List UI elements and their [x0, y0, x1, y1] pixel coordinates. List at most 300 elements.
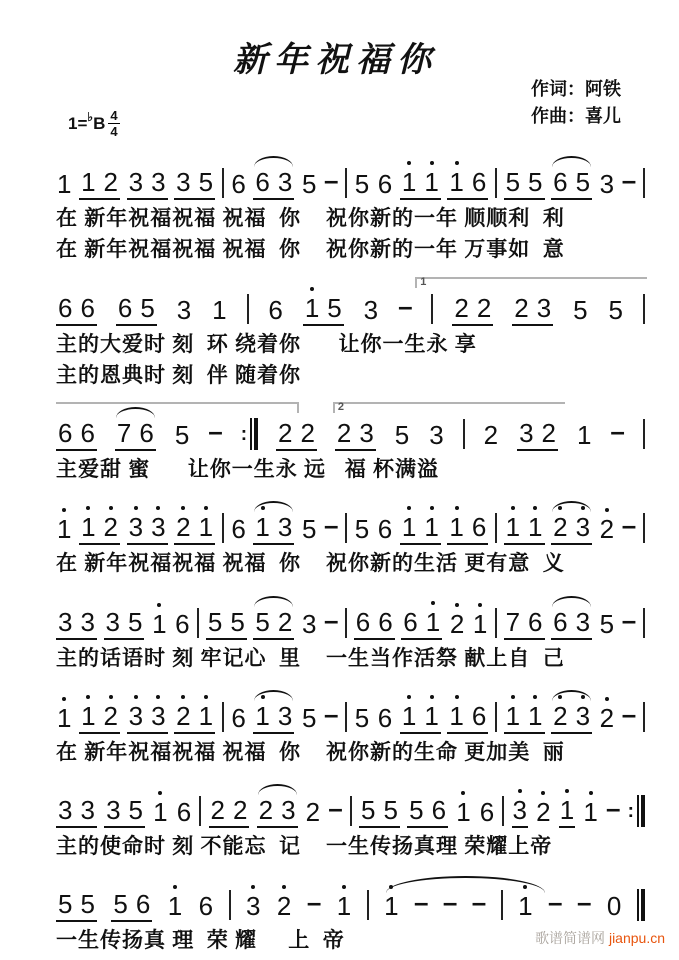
note: 3 [58, 795, 73, 825]
barline [345, 608, 347, 638]
octave-dot-icon [523, 885, 527, 889]
slur-arc [552, 596, 591, 607]
beam-group [303, 292, 344, 326]
note: 2 [476, 292, 492, 323]
note: 6 [553, 606, 568, 637]
note: 3 [80, 795, 95, 825]
octave-dot-icon [511, 695, 515, 699]
octave-dot-icon [455, 161, 459, 165]
note: 5 [394, 420, 410, 450]
note: 1 [212, 294, 227, 325]
system-5 [56, 594, 645, 671]
octave-dot-icon [389, 885, 393, 889]
beam-group [209, 797, 250, 828]
notation-systems [56, 154, 645, 954]
octave-dot-icon [62, 697, 66, 701]
beam-group [56, 606, 97, 640]
octave-dot-icon [86, 506, 90, 510]
barline [350, 796, 352, 826]
note: 5 [128, 795, 144, 825]
octave-dot-icon [455, 695, 459, 699]
note: 5 [113, 889, 128, 920]
note: 5 [230, 606, 245, 637]
beam-group [104, 606, 145, 640]
octave-dot-icon [605, 508, 609, 512]
lyrics-line: 在 新年祝福祝福 祝福 你 祝你新的一年 顺顺利 利 [56, 206, 565, 230]
note: 0 [606, 891, 622, 922]
note: 2 [454, 292, 469, 323]
note: 3 [277, 700, 293, 731]
note: 2 [103, 167, 119, 197]
note: 2 [277, 606, 293, 637]
barline [345, 702, 347, 732]
note: 5 [409, 795, 424, 825]
meter-denominator: 4 [110, 124, 118, 139]
beam-group [111, 891, 152, 922]
note: 1 [559, 797, 575, 828]
note: 1 [528, 514, 542, 540]
note: 6 [255, 167, 270, 197]
note: 1 [336, 893, 352, 922]
note: 3 [129, 514, 143, 540]
note: 6 [198, 891, 214, 922]
beam-group [504, 606, 545, 640]
note: 1 [402, 514, 416, 540]
beam-group [174, 514, 215, 545]
repeat-end-barline [241, 418, 258, 450]
beam-group [253, 514, 294, 545]
octave-dot-icon [251, 885, 255, 889]
note: 1 [424, 703, 438, 729]
octave-dot-icon [86, 695, 90, 699]
octave-dot-icon [407, 695, 411, 699]
octave-dot-icon [261, 506, 265, 510]
note: 1 [383, 893, 399, 922]
system-7 [56, 782, 645, 859]
note: 5 [301, 702, 317, 733]
note: 3 [176, 167, 191, 197]
beam-group [354, 606, 395, 640]
barline [643, 419, 645, 449]
note: 3 [281, 795, 296, 825]
notes-row [56, 275, 645, 326]
note: 2 [176, 514, 190, 540]
beam-group [115, 420, 156, 451]
barline [502, 796, 504, 826]
flat-icon: ♭ [87, 109, 94, 124]
note: 1 [506, 703, 520, 729]
note: 5 [361, 795, 376, 825]
duration-dash: – [208, 416, 223, 446]
octave-dot-icon [173, 885, 177, 889]
octave-dot-icon [62, 508, 66, 512]
octave-dot-icon [533, 695, 537, 699]
beam-group [504, 169, 545, 200]
octave-dot-icon [310, 287, 314, 291]
barline [222, 702, 224, 732]
note: 2 [210, 795, 225, 825]
repeat-end-barline [628, 795, 645, 827]
note: 1 [81, 167, 96, 197]
octave-dot-icon [261, 695, 265, 699]
note: 5 [528, 167, 543, 197]
note: 6 [231, 169, 246, 199]
volta-bracket [56, 402, 299, 413]
note: 3 [58, 606, 73, 637]
note: 1 [449, 169, 463, 195]
beam-group [407, 797, 448, 828]
barline [643, 513, 645, 543]
beam-group [56, 891, 97, 922]
note: 3 [536, 292, 552, 323]
note: 2 [599, 705, 615, 734]
note: 3 [176, 294, 192, 325]
note: 2 [336, 418, 352, 448]
note: 5 [354, 514, 370, 545]
note: 6 [378, 606, 393, 637]
beam-group [551, 606, 592, 640]
beam-group [206, 606, 247, 640]
beam-group [79, 700, 120, 734]
note: 2 [483, 420, 499, 450]
note: 1 [424, 169, 438, 195]
note: 3 [80, 606, 95, 637]
lyrics-line: 一生传扬真 理 荣 耀 上 帝 [56, 928, 345, 953]
volta-label: 2 [337, 401, 344, 413]
slur-arc [254, 596, 293, 607]
note: 2 [258, 795, 274, 825]
octave-dot-icon [431, 601, 435, 605]
note: 1 [449, 703, 463, 729]
slur-arc [552, 156, 591, 167]
note: 3 [575, 606, 591, 637]
barline [197, 608, 199, 638]
barline [247, 294, 249, 324]
duration-dash: – [328, 793, 343, 823]
note: 1 [152, 799, 168, 828]
note: 6 [268, 294, 283, 325]
note: 2 [553, 703, 567, 729]
octave-dot-icon [461, 791, 465, 795]
note: 5 [327, 292, 342, 323]
note: 1 [576, 420, 592, 450]
system-2 [56, 275, 645, 389]
note: 1 [582, 799, 598, 828]
note: 3 [512, 797, 528, 828]
note: 6 [231, 702, 246, 733]
beam-group [174, 169, 215, 200]
note: 3 [363, 294, 379, 325]
note: 6 [471, 512, 487, 543]
barline [495, 513, 497, 543]
note: 2 [514, 292, 529, 323]
barline [199, 796, 201, 826]
note: 6 [355, 606, 371, 637]
beam-group [276, 420, 317, 451]
beam-group [127, 700, 168, 734]
octave-dot-icon [181, 695, 185, 699]
note: 6 [80, 292, 95, 323]
note: 5 [128, 606, 143, 637]
note: 2 [104, 703, 118, 729]
duration-dash: – [621, 165, 637, 195]
barline [431, 294, 433, 324]
beam-group [56, 292, 97, 326]
notes-row [56, 594, 645, 640]
duration-dash: – [621, 604, 637, 635]
note: 3 [245, 893, 261, 922]
notes-row [56, 876, 645, 922]
beam-group [104, 797, 145, 828]
note: 2 [276, 893, 292, 922]
duration-dash: – [621, 510, 637, 541]
duration-dash: – [442, 887, 458, 918]
note: 6 [231, 514, 246, 545]
slur-arc [254, 156, 293, 167]
note: 6 [471, 167, 487, 197]
note: 6 [403, 606, 418, 637]
note: 6 [553, 167, 568, 197]
song-title: 新年祝福你 [233, 42, 438, 79]
note: 3 [106, 795, 121, 825]
barline [345, 168, 347, 198]
note: 1 [56, 705, 72, 734]
note: 2 [305, 797, 321, 827]
note: 1 [506, 514, 520, 540]
note: 2 [300, 418, 315, 448]
note: 3 [105, 606, 121, 637]
note: 5 [255, 606, 270, 637]
octave-dot-icon [430, 506, 434, 510]
duration-dash: – [324, 604, 339, 635]
note: 5 [301, 169, 317, 199]
octave-dot-icon [455, 603, 459, 607]
barline [495, 608, 497, 638]
note: 1 [81, 703, 95, 729]
watermark-link: jianpu.cn [608, 930, 665, 946]
note: 3 [429, 420, 444, 450]
note: 3 [519, 418, 534, 448]
beam-group [504, 700, 545, 734]
note: 1 [528, 703, 542, 729]
time-signature [108, 109, 119, 138]
lyrics-line: 主的大爱时 刻 环 绕着你 让你一生永 享 [56, 331, 477, 356]
beam-group [359, 797, 400, 828]
note: 3 [277, 167, 293, 197]
system-3 [56, 401, 645, 482]
beam-group [116, 292, 157, 326]
duration-dash: – [621, 698, 637, 729]
octave-dot-icon [407, 506, 411, 510]
notes-row [56, 688, 645, 734]
octave-dot-icon [518, 789, 522, 793]
beam-group [127, 514, 168, 545]
note: 5 [207, 606, 223, 637]
beam-group [400, 700, 441, 734]
note: 2 [176, 703, 190, 729]
barline [643, 608, 645, 638]
octave-dot-icon [558, 695, 562, 699]
note: 6 [80, 418, 95, 448]
octave-dot-icon [605, 697, 609, 701]
notes-row [56, 782, 645, 828]
note: 3 [599, 169, 615, 199]
beam-group [551, 169, 592, 200]
note: 3 [151, 703, 165, 729]
beam-group [335, 420, 376, 451]
note: 5 [608, 294, 623, 325]
beam-group [56, 797, 97, 828]
octave-dot-icon [157, 603, 161, 607]
duration-dash: – [548, 887, 563, 918]
lyrics-line: 在 新年祝福祝福 祝福 你 祝你新的生命 更加美 丽 [56, 739, 565, 764]
note: 1 [402, 703, 416, 729]
note: 6 [471, 700, 487, 731]
beam-group [253, 169, 294, 200]
lyrics-line: 主的使命时 刻 不能忘 记 一生传扬真理 荣耀上帝 [56, 834, 553, 858]
beam-group [401, 606, 442, 640]
beam-group [512, 292, 553, 326]
system-4 [56, 499, 645, 576]
octave-dot-icon [342, 885, 346, 889]
barline [501, 890, 503, 920]
note: 5 [354, 702, 370, 733]
octave-dot-icon [134, 506, 138, 510]
beam-group [551, 700, 592, 734]
note: 5 [599, 608, 615, 639]
octave-dot-icon [581, 506, 585, 510]
note: 6 [528, 606, 543, 637]
lyrics-line: 在 新年祝福祝福 祝福 你 祝你新的一年 万事如 意 [56, 237, 565, 262]
note: 1 [199, 514, 213, 540]
octave-dot-icon [541, 791, 545, 795]
note: 1 [167, 893, 183, 922]
duration-dash: – [605, 793, 621, 823]
volta-label: 1 [420, 275, 427, 288]
lyrics-line: 主爱甜 蜜 让你一生永 远 福 杯满溢 [56, 457, 439, 481]
credits [531, 76, 621, 130]
note: 3 [576, 514, 590, 540]
notes-row [56, 499, 645, 545]
beam-group [504, 514, 545, 545]
note: 1 [57, 169, 72, 199]
note: 6 [175, 608, 190, 639]
note: 6 [58, 292, 73, 323]
note: 1 [255, 703, 269, 729]
meter-numerator: 4 [110, 108, 118, 123]
octave-dot-icon [430, 695, 434, 699]
note: 5 [301, 514, 317, 545]
note: 7 [505, 606, 521, 637]
octave-dot-icon [204, 506, 208, 510]
notes-row [56, 401, 645, 451]
beam-group [551, 514, 592, 545]
watermark [535, 928, 665, 948]
beam-group [452, 292, 493, 326]
note: 6 [377, 169, 393, 199]
octave-dot-icon [407, 161, 411, 165]
note: 3 [129, 703, 143, 729]
barline [643, 168, 645, 198]
note: 2 [277, 418, 293, 448]
note: 1 [517, 893, 533, 922]
duration-dash: – [413, 887, 429, 918]
system-6 [56, 688, 645, 765]
note: 1 [424, 514, 438, 540]
note: 1 [56, 516, 72, 545]
lyrics-line: 主的恩典时 刻 伴 随着你 [56, 362, 301, 387]
note: 5 [198, 167, 214, 197]
octave-dot-icon [204, 695, 208, 699]
lyrics-line: 在 新年祝福祝福 祝福 你 祝你新的生活 更有意 义 [56, 551, 565, 576]
note: 6 [377, 514, 393, 545]
note: 3 [576, 703, 590, 729]
volta-bracket [333, 402, 565, 413]
beam-group [447, 700, 488, 734]
volta-bracket [415, 277, 647, 288]
key-prefix: 1= [68, 113, 88, 133]
note: 1 [81, 514, 95, 540]
octave-dot-icon [430, 161, 434, 165]
note: 5 [174, 420, 190, 450]
note: 2 [104, 514, 118, 540]
duration-dash: – [324, 510, 339, 541]
note: 5 [573, 294, 588, 325]
note: 5 [80, 889, 95, 920]
note: 1 [455, 799, 471, 828]
note: 1 [255, 514, 269, 540]
composer-credit: 作曲：喜儿 [531, 106, 621, 126]
beam-group [400, 514, 441, 545]
octave-dot-icon [134, 695, 138, 699]
note: 2 [553, 514, 567, 540]
repeat-dots: : [240, 423, 248, 445]
duration-dash: – [306, 887, 322, 918]
barline [643, 702, 645, 732]
octave-dot-icon [558, 506, 562, 510]
note: 2 [535, 799, 551, 828]
barline [463, 419, 465, 449]
beam-group [400, 169, 441, 200]
sheet-header [56, 32, 645, 138]
octave-dot-icon [565, 789, 569, 793]
lyricist-credit: 作词：阿铁 [531, 79, 621, 99]
beam-group [56, 420, 97, 451]
note: 2 [599, 516, 615, 545]
duration-dash: – [471, 887, 487, 918]
beam-group [253, 700, 294, 734]
barline [222, 168, 224, 198]
note: 5 [505, 167, 521, 197]
notes-row [56, 154, 645, 200]
beam-group [174, 700, 215, 734]
barline [367, 890, 369, 920]
duration-dash: – [576, 887, 592, 918]
note: 1 [449, 514, 463, 540]
octave-dot-icon [158, 791, 162, 795]
note: 3 [128, 167, 144, 197]
note: 3 [277, 512, 293, 543]
barline [495, 702, 497, 732]
note: 6 [431, 795, 447, 825]
note: 6 [377, 702, 393, 733]
octave-dot-icon [478, 603, 482, 607]
octave-dot-icon [109, 695, 113, 699]
note: 6 [139, 418, 154, 448]
note: 6 [135, 889, 151, 920]
octave-dot-icon [282, 885, 286, 889]
octave-dot-icon [511, 506, 515, 510]
